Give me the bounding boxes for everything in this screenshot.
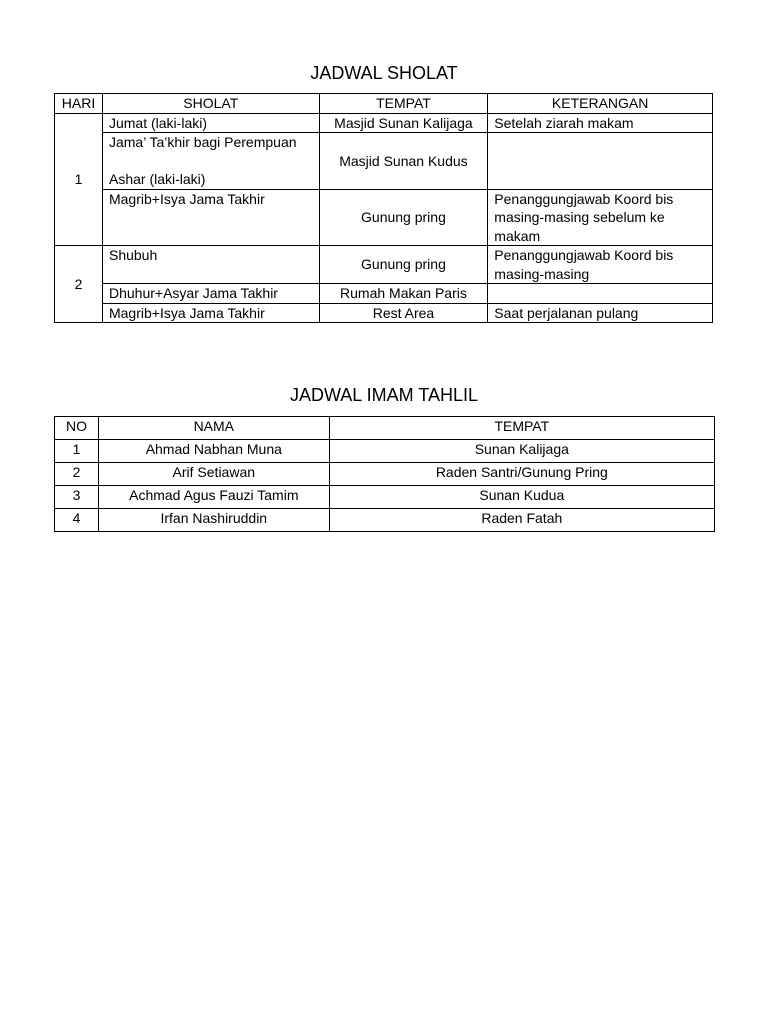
sholat-line: Jama’ Ta’khir bagi Perempuan — [108, 134, 297, 150]
tempat-cell: Masjid Sunan Kalijaga — [319, 113, 488, 133]
table-row — [55, 440, 715, 463]
table-row — [55, 133, 713, 190]
sholat-line: Ashar (laki-laki) — [108, 171, 206, 187]
table-row — [55, 113, 713, 133]
header-no: NO — [55, 417, 99, 440]
nama-cell: Irfan Nashiruddin — [98, 509, 329, 532]
keterangan-cell: Setelah ziarah makam — [488, 113, 713, 133]
tempat-cell: Gunung pring — [319, 189, 488, 246]
no-cell: 1 — [55, 440, 99, 463]
sholat-cell: Jumat (laki-laki) — [102, 113, 319, 133]
table-row — [55, 509, 715, 532]
sholat-cell: Dhuhur+Asyar Jama Takhir — [102, 284, 319, 304]
header-sholat: SHOLAT — [102, 94, 319, 114]
no-cell: 4 — [55, 509, 99, 532]
keterangan-cell — [488, 284, 713, 304]
header-hari: HARI — [55, 94, 103, 114]
nama-cell: Arif Setiawan — [98, 463, 329, 486]
tempat-cell: Sunan Kudua — [329, 486, 714, 509]
tempat-cell: Gunung pring — [319, 246, 488, 284]
tempat-cell: Rumah Makan Paris — [319, 284, 488, 304]
header-keterangan: KETERANGAN — [488, 94, 713, 114]
sholat-cell: Magrib+Isya Jama Takhir — [102, 189, 319, 246]
line-gap — [109, 152, 313, 171]
tempat-cell: Masjid Sunan Kudus — [319, 133, 488, 190]
hari-cell: 2 — [55, 246, 103, 323]
table-row — [55, 189, 713, 246]
hari-cell: 1 — [55, 113, 103, 246]
keterangan-cell: Saat perjalanan pulang — [488, 303, 713, 323]
keterangan-cell: Penanggungjawab Koord bis masing-masing — [488, 246, 713, 284]
table-row — [55, 246, 713, 284]
keterangan-cell — [488, 133, 713, 190]
no-cell: 2 — [55, 463, 99, 486]
sholat-cell — [102, 133, 319, 190]
keterangan-cell: Penanggungjawab Koord bis masing-masing sebelum ke makam — [488, 189, 713, 246]
table-header-row — [55, 94, 713, 114]
tempat-cell: Sunan Kalijaga — [329, 440, 714, 463]
nama-cell: Achmad Agus Fauzi Tamim — [98, 486, 329, 509]
table-row — [55, 284, 713, 304]
table-row — [55, 486, 715, 509]
no-cell: 3 — [55, 486, 99, 509]
jadwal-sholat-title: JADWAL SHOLAT — [310, 63, 458, 83]
tempat-cell: Raden Santri/Gunung Pring — [329, 463, 714, 486]
jadwal-sholat-table — [54, 93, 713, 323]
sholat-cell: Shubuh — [102, 246, 319, 284]
tempat-cell: Raden Fatah — [329, 509, 714, 532]
table-row — [55, 303, 713, 323]
jadwal-tahlil-title: JADWAL IMAM TAHLIL — [289, 385, 479, 405]
sholat-cell: Magrib+Isya Jama Takhir — [102, 303, 319, 323]
nama-cell: Ahmad Nabhan Muna — [98, 440, 329, 463]
header-tempat: TEMPAT — [329, 417, 714, 440]
table-header-row — [55, 417, 715, 440]
tempat-cell: Rest Area — [319, 303, 488, 323]
table-row — [55, 463, 715, 486]
header-tempat: TEMPAT — [319, 94, 488, 114]
jadwal-tahlil-table — [54, 416, 715, 532]
header-nama: NAMA — [98, 417, 329, 440]
